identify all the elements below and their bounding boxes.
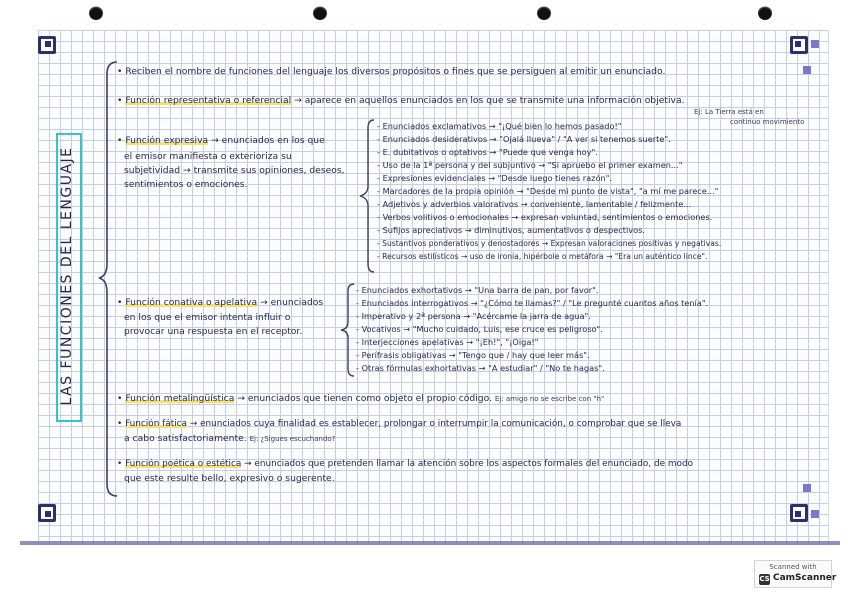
camscanner-watermark xyxy=(754,560,837,588)
binder-hole-icon xyxy=(537,6,551,20)
expresiva-item: - Marcadores de la propia opinión → "Desde mi punto de vista", "a mí me parece..." xyxy=(377,186,719,196)
fatica-line: • Función fática → enunciados cuya finalidad es establecer, prolongar o interrumpir la comunicación, o comprobar que se lleva xyxy=(117,419,682,429)
poetica-line-2: que este resulte bello, expresivo o sugerente. xyxy=(124,473,335,484)
edge-mark-icon xyxy=(811,40,819,48)
metalinguistica-name: Función metalingüística xyxy=(125,393,235,404)
expresiva-desc: sentimientos o emociones. xyxy=(124,179,248,190)
conativa-name: Función conativa o apelativa xyxy=(125,297,258,308)
expresiva-item: - Recursos estilísticos → uso de ironía, hipérbole o metáfora → "Era un auténtico lince". xyxy=(377,252,708,261)
expresiva-item: - Verbos volitivos o emocionales → expresan voluntad, sentimientos o emociones. xyxy=(377,212,713,222)
expresiva-item: - Sufijos apreciativos → diminutivos, aumentativos o despectivos. xyxy=(377,225,645,235)
metalinguistica-text: → enunciados que tienen como objeto el propio código. xyxy=(237,393,492,404)
conativa-desc: en los que el emisor intenta influir o xyxy=(124,312,291,323)
corner-marker-icon xyxy=(38,504,56,522)
expresiva-name: Función expresiva xyxy=(125,135,209,146)
edge-mark-icon xyxy=(803,66,811,74)
expresiva-desc: subjetividad → transmite sus opiniones, deseos, xyxy=(124,165,345,176)
conativa-desc: provocar una respuesta en el receptor. xyxy=(124,326,303,337)
conativa-item: - Perífrasis obligativas → "Tengo que / hay que leer más". xyxy=(356,350,590,360)
binder-hole-icon xyxy=(89,6,103,20)
expresiva-desc: el emisor manifiesta o exterioriza su xyxy=(124,151,292,162)
fatica-example: Ej: ¿Sigues escuchando? xyxy=(249,435,336,443)
binder-hole-icon xyxy=(758,6,772,20)
fatica-name: Función fática xyxy=(125,419,187,429)
conativa-line: • Función conativa o apelativa → enunciados xyxy=(117,297,324,308)
edge-mark-icon xyxy=(803,484,811,492)
scanner-caption: Scanned with xyxy=(769,563,817,571)
representativa-example: Ej: La Tierra está en xyxy=(694,108,764,116)
corner-marker-icon xyxy=(790,36,808,54)
metalinguistica-example: Ej: amigo no se escribe con "h" xyxy=(494,395,605,403)
binder-hole-icon xyxy=(313,6,327,20)
poetica-text: → enunciados que pretenden llamar la atención sobre los aspectos formales del enunciado, de modo xyxy=(244,459,694,469)
intro-text: • Reciben el nombre de funciones del lenguaje los diversos propósitos o fines que se persiguen al emitir un enunciado. xyxy=(117,66,666,77)
conativa-item: - Vocativos → "Mucho cuidado, Luis, ese cruce es peligroso". xyxy=(356,324,603,334)
representativa-text: → aparece en aquellos enunciados en los que se transmite una información objetiva. xyxy=(294,95,685,106)
conativa-item: - Interjecciones apelativas → "¡Eh!", "¡Oiga!" xyxy=(356,337,539,347)
corner-marker-icon xyxy=(790,504,808,522)
expresiva-item: - Enunciados exclamativos → "¡Qué bien lo hemos pasado!" xyxy=(377,121,622,131)
fatica-text: → enunciados cuya finalidad es establecer, prolongar o interrumpir la comunicación, o comprobar que se lleva xyxy=(189,419,682,429)
camscanner-logo-icon: CS xyxy=(759,575,770,583)
poetica-name: Función poética o estética xyxy=(125,459,242,469)
page-bottom-edge xyxy=(20,541,840,545)
conativa-item: - Enunciados exhortativos → "Una barra de pan, por favor". xyxy=(356,285,599,295)
expresiva-item: - Uso de la 1ª persona y del subjuntivo → "Si apruebo el primer examen..." xyxy=(377,160,683,170)
scanner-brand: CamScanner xyxy=(773,573,837,583)
conativa-item: - Otras fórmulas exhortativas → "A estudiar" / "No te hagas". xyxy=(356,363,605,373)
conativa-item: - Imperativo y 2ª persona → "Acércame la jarra de agua". xyxy=(356,311,591,321)
main-brace-icon xyxy=(95,60,125,500)
expresiva-brace-icon xyxy=(350,118,380,274)
expresiva-item: - Enunciados desiderativos → "Ojalá llueva" / "A ver si tenemos suerte". xyxy=(377,134,671,144)
expresiva-text: → enunciados en los que xyxy=(211,135,325,146)
poetica-line: • Función poética o estética → enunciados que pretenden llamar la atención sobre los aspectos formales del enunciado, de modo xyxy=(117,459,694,469)
representativa-line: • Función representativa o referencial → aparece en aquellos enunciados en los que se transmite una información objetiva. xyxy=(117,95,685,106)
edge-mark-icon xyxy=(811,510,819,518)
representativa-name: Función representativa o referencial xyxy=(125,95,292,106)
expresiva-item: - E. dubitativos o optativos → "Puede que venga hoy". xyxy=(377,147,598,157)
metalinguistica-line: • Función metalingüística → enunciados que tienen como objeto el propio código. Ej: amigo no se escribe con "h" xyxy=(117,393,605,404)
expresiva-item: - Sustantivos ponderativos y denostadores → Expresan valoraciones positivas y negativas. xyxy=(377,239,722,248)
representativa-example-cont: continuo movimiento xyxy=(730,118,805,126)
expresiva-line: • Función expresiva → enunciados en los que xyxy=(117,135,325,146)
conativa-text: → enunciados xyxy=(260,297,324,308)
conativa-item: - Enunciados interrogativos → "¿Cómo te llamas?" / "Le pregunté cuantos años tenía". xyxy=(356,298,709,308)
expresiva-item: - Adjetivos y adverbios valorativos → conveniente, lamentable / felizmente... xyxy=(377,199,692,209)
expresiva-item: - Expresiones evidenciales → "Desde luego tienes razón". xyxy=(377,173,613,183)
corner-marker-icon xyxy=(38,36,56,54)
fatica-line-2: a cabo satisfactoriamente. Ej: ¿Sigues escuchando? xyxy=(124,433,336,444)
page-title: LAS FUNCIONES DEL LENGUAJE xyxy=(59,146,75,406)
